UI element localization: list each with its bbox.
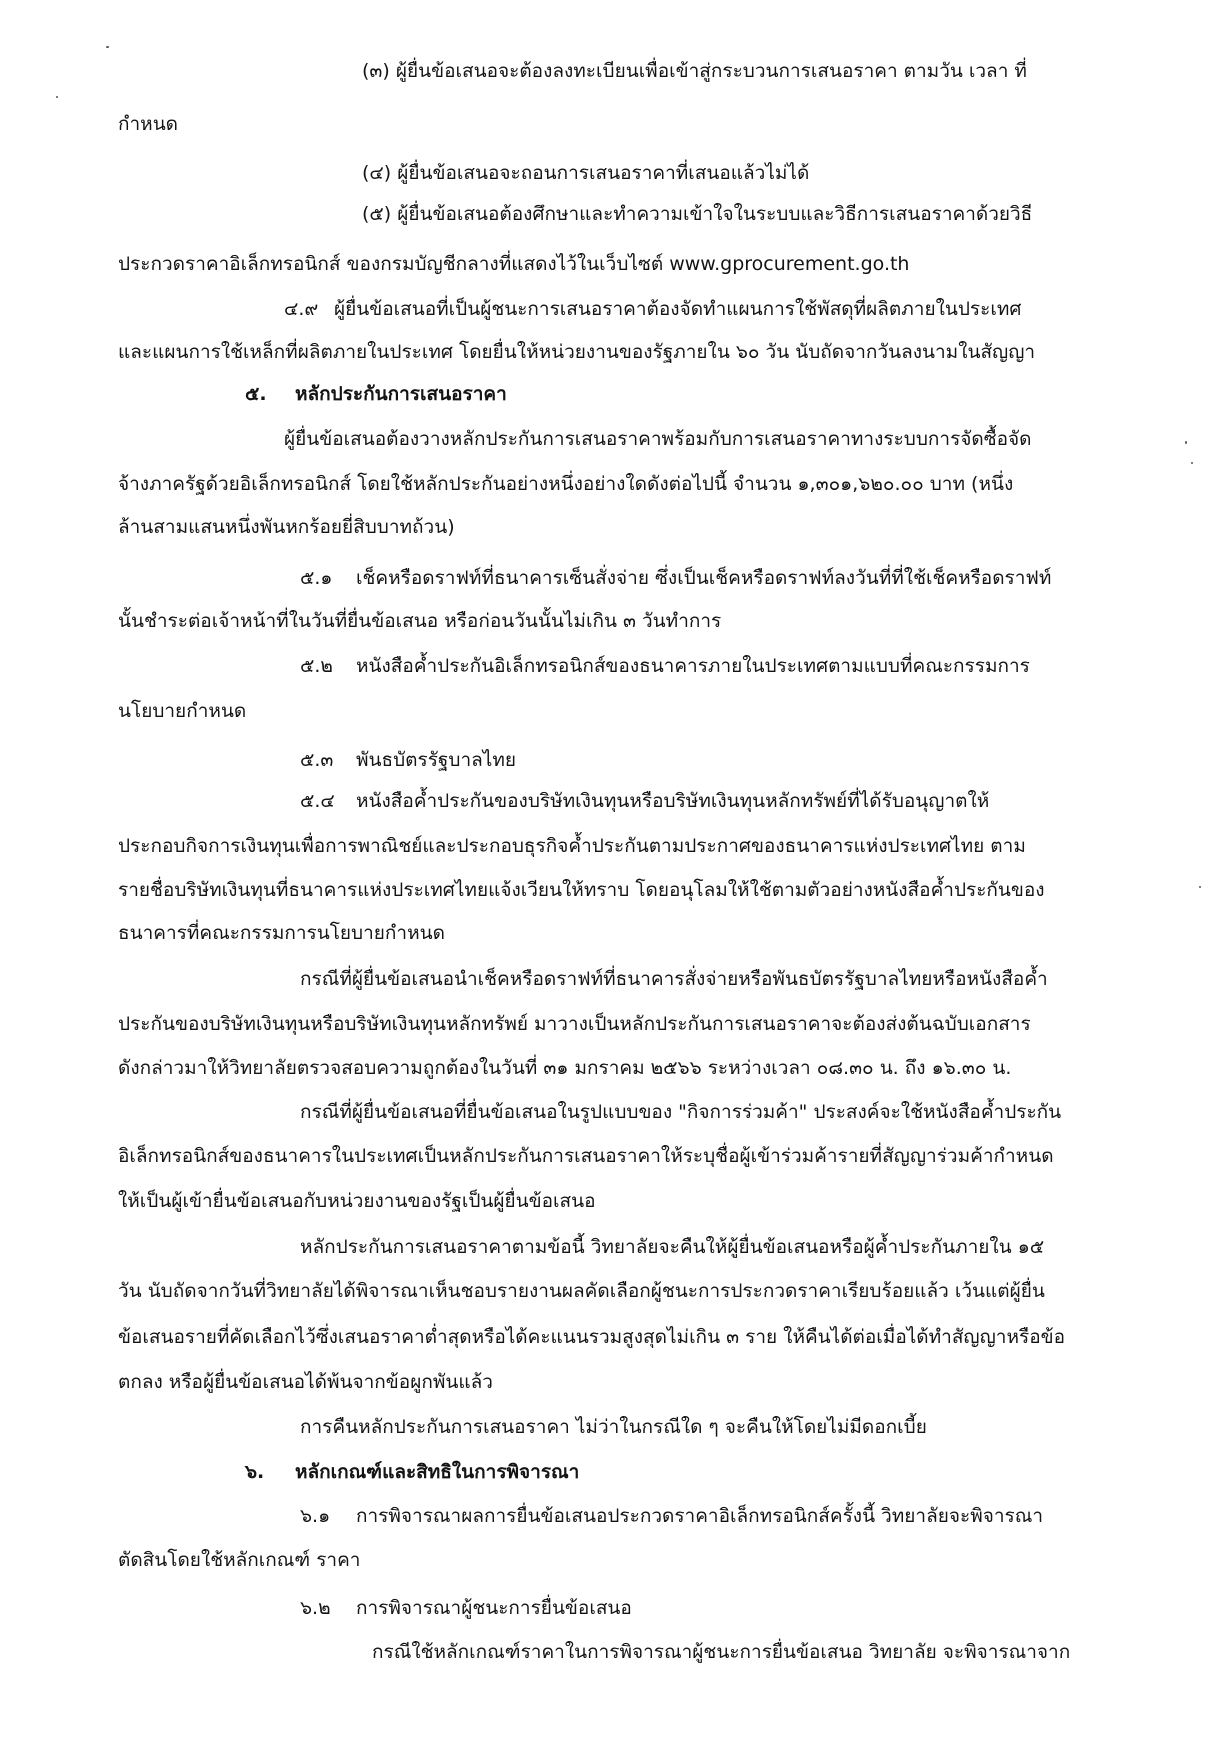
paragraph-line: อิเล็กทรอนิกส์ของธนาคารในประเทศเป็นหลักประกันการเสนอราคาให้ระบุชื่อผู้เข้าร่วมค้ารายที่สัญญาร่วมค้ากำหนด [118,1145,1054,1167]
heading-text: หลักเกณฑ์และสิทธิในการพิจารณา [295,1461,580,1483]
scan-speck [1199,886,1201,888]
paragraph-line: นโยบายกำหนด [118,700,247,722]
section-text: พันธบัตรรัฐบาลไทย [356,749,516,771]
paragraph-line: และแผนการใช้เหล็กที่ผลิตภายในประเทศ โดยยื่นให้หน่วยงานของรัฐภายใน ๖๐ วัน นับถัดจากวันลงนามในสัญญา [118,341,1036,363]
paragraph-line: (๓) ผู้ยื่นข้อเสนอจะต้องลงทะเบียนเพื่อเข้าสู่กระบวนการเสนอราคา ตามวัน เวลา ที่ [362,60,1027,82]
scan-speck [56,96,58,98]
paragraph-line: (๕) ผู้ยื่นข้อเสนอต้องศึกษาและทำความเข้าใจในระบบและวิธีการเสนอราคาด้วยวิธี [362,203,1033,225]
heading-number: ๕. [245,383,267,405]
section-line-4-9 [284,295,1021,323]
section-text: หนังสือค้ำประกันอิเล็กทรอนิกส์ของธนาคารภายในประเทศตามแบบที่คณะกรรมการ [356,655,1030,677]
paragraph-line: ผู้ยื่นข้อเสนอต้องวางหลักประกันการเสนอราคาพร้อมกับการเสนอราคาทางระบบการจัดซื้อจัด [284,428,1032,450]
paragraph-line: กำหนด [118,113,179,135]
section-number: ๔.๙ [284,298,319,320]
paragraph-line: ล้านสามแสนหนึ่งพันหกร้อยยี่สิบบาทถ้วน) [118,516,455,538]
section-heading-6 [245,1458,579,1486]
paragraph-line: ตัดสินโดยใช้หลักเกณฑ์ ราคา [118,1549,361,1571]
section-number: ๖.๒ [300,1597,331,1619]
section-text: เช็คหรือดราฟท์ที่ธนาคารเซ็นสั่งจ่าย ซึ่งเป็นเช็คหรือดราฟท์ลงวันที่ที่ใช้เช็คหรือดราฟท์ [356,567,1052,589]
section-text: ผู้ยื่นข้อเสนอที่เป็นผู้ชนะการเสนอราคาต้องจัดทำแผนการใช้พัสดุที่ผลิตภายในประเทศ [334,298,1022,320]
section-number: ๕.๑ [300,567,333,589]
paragraph-line: นั้นชำระต่อเจ้าหน้าที่ในวันที่ยื่นข้อเสนอ หรือก่อนวันนั้นไม่เกิน ๓ วันทำการ [118,610,722,632]
paragraph-line: ธนาคารที่คณะกรรมการนโยบายกำหนด [118,922,445,944]
heading-text: หลักประกันการเสนอราคา [295,383,507,405]
section-number: ๕.๔ [300,790,335,812]
paragraph-line: ข้อเสนอรายที่คัดเลือกไว้ซึ่งเสนอราคาต่ำสุดหรือได้คะแนนรวมสูงสุดไม่เกิน ๓ ราย ให้คืนได้ต่อเมื่อได้ทำสัญญาหรือข้อ [118,1326,1066,1348]
paragraph-line: กรณีที่ผู้ยื่นข้อเสนอที่ยื่นข้อเสนอในรูปแบบของ "กิจการร่วมค้า" ประสงค์จะใช้หนังสือค้ำประกัน [300,1101,1062,1123]
scan-speck [1191,462,1193,464]
section-line-5-2 [300,652,1030,680]
paragraph-line: กรณีที่ผู้ยื่นข้อเสนอนำเช็คหรือดราฟท์ที่ธนาคารสั่งจ่ายหรือพันธบัตรรัฐบาลไทยหรือหนังสือค้ำ [300,968,1048,990]
paragraph-line: รายชื่อบริษัทเงินทุนที่ธนาคารแห่งประเทศไทยแจ้งเวียนให้ทราบ โดยอนุโลมให้ใช้ตามตัวอย่างหนังสือค้ำประกันของ [118,879,1045,901]
paragraph-line: กรณีใช้หลักเกณฑ์ราคาในการพิจารณาผู้ชนะการยื่นข้อเสนอ วิทยาลัย จะพิจารณาจาก [372,1641,1071,1663]
section-text: การพิจารณาผู้ชนะการยื่นข้อเสนอ [356,1597,632,1619]
section-text: หนังสือค้ำประกันของบริษัทเงินทุนหรือบริษัทเงินทุนหลักทรัพย์ที่ได้รับอนุญาตให้ [356,790,990,812]
paragraph-line: ดังกล่าวมาให้วิทยาลัยตรวจสอบความถูกต้องในวันที่ ๓๑ มกราคม ๒๕๖๖ ระหว่างเวลา ๐๘.๓๐ น. ถึง ๑๖.๓๐ น. [118,1057,1012,1079]
section-text: การพิจารณาผลการยื่นข้อเสนอประกวดราคาอิเล็กทรอนิกส์ครั้งนี้ วิทยาลัยจะพิจารณา [356,1505,1044,1527]
paragraph-line: ให้เป็นผู้เข้ายื่นข้อเสนอกับหน่วยงานของรัฐเป็นผู้ยื่นข้อเสนอ [118,1190,596,1212]
section-line-6-1 [300,1502,1043,1530]
section-line-6-2 [300,1594,632,1622]
section-heading-5 [245,380,507,408]
section-line-5-1 [300,564,1051,592]
section-number: ๕.๒ [300,655,333,677]
paragraph-line: ประกันของบริษัทเงินทุนหรือบริษัทเงินทุนหลักทรัพย์ มาวางเป็นหลักประกันการเสนอราคาจะต้องส่งต้นฉบับเอกสาร [118,1013,1031,1035]
scan-speck [106,46,109,48]
paragraph-line: การคืนหลักประกันการเสนอราคา ไม่ว่าในกรณีใด ๆ จะคืนให้โดยไม่มีดอกเบี้ย [300,1416,927,1438]
section-line-5-3 [300,746,516,774]
paragraph-line: วัน นับถัดจากวันที่วิทยาลัยได้พิจารณาเห็นชอบรายงานผลคัดเลือกผู้ชนะการประกวดราคาเรียบร้อยแล้ว เว้นแต่ผู้ยื่น [118,1280,1045,1302]
section-number: ๕.๓ [300,749,334,771]
heading-number: ๖. [245,1461,265,1483]
paragraph-line: หลักประกันการเสนอราคาตามข้อนี้ วิทยาลัยจะคืนให้ผู้ยื่นข้อเสนอหรือผู้ค้ำประกันภายใน ๑๕ [300,1236,1045,1258]
paragraph-line: ประกอบกิจการเงินทุนเพื่อการพาณิชย์และประกอบธุรกิจค้ำประกันตามประกาศของธนาคารแห่งประเทศไทย ตาม [118,835,1026,857]
paragraph-line: ตกลง หรือผู้ยื่นข้อเสนอได้พ้นจากข้อผูกพันแล้ว [118,1371,493,1393]
paragraph-line: (๔) ผู้ยื่นข้อเสนอจะถอนการเสนอราคาที่เสนอแล้วไม่ได้ [362,162,810,184]
paragraph-line: ประกวดราคาอิเล็กทรอนิกส์ ของกรมบัญชีกลางที่แสดงไว้ในเว็บไซต์ www.gprocurement.go.th [118,253,910,275]
section-number: ๖.๑ [300,1505,331,1527]
scan-speck [1185,441,1187,444]
section-line-5-4 [300,787,989,815]
paragraph-line: จ้างภาครัฐด้วยอิเล็กทรอนิกส์ โดยใช้หลักประกันอย่างหนึ่งอย่างใดดังต่อไปนี้ จำนวน ๑,๓๐๑,๖๒๐.๐๐ บาท (หนึ่ง [118,473,1014,495]
